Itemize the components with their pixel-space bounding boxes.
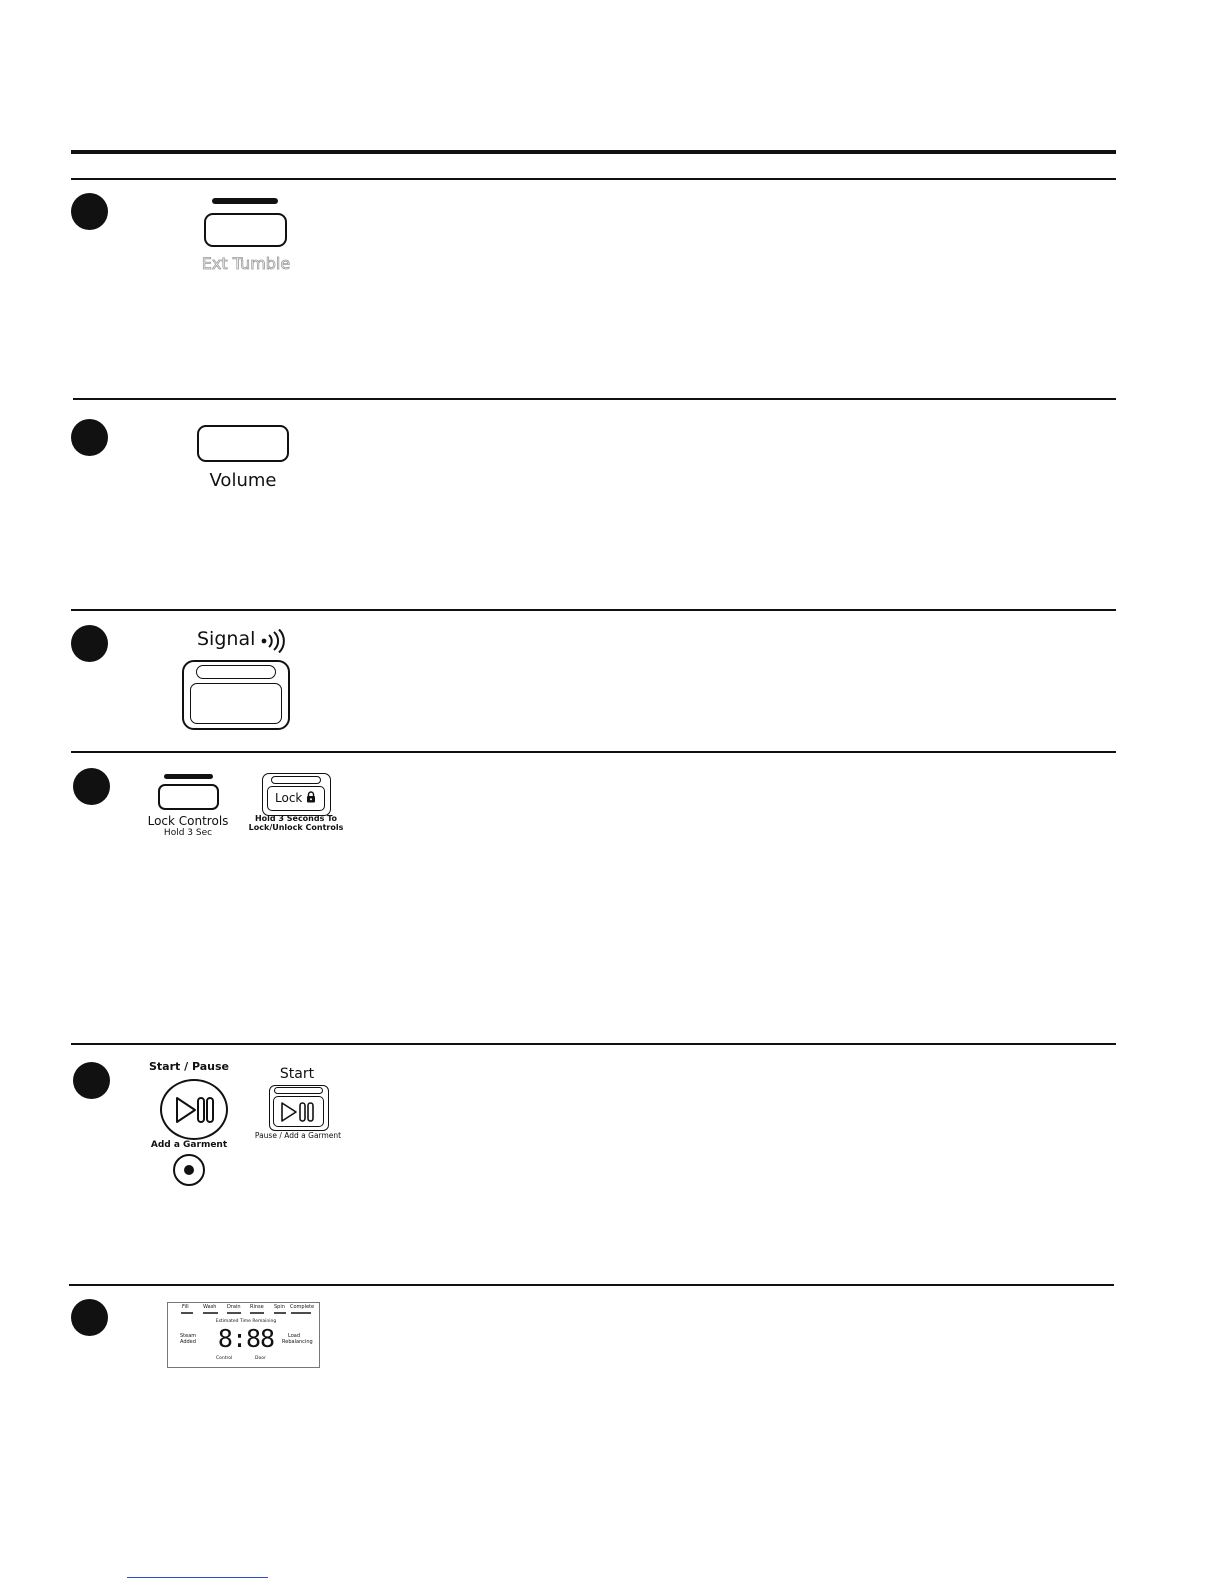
signal-indicator-slot — [196, 665, 276, 679]
volume-label: Volume — [209, 470, 277, 491]
section-marker-6 — [71, 1299, 108, 1336]
stage-rinse: Rinse — [250, 1304, 264, 1310]
hold-3-sec-label: Hold 3 Sec — [163, 828, 213, 838]
lock-controls-button[interactable] — [158, 784, 219, 810]
start-pause-button[interactable] — [160, 1079, 228, 1140]
ext-tumble-button[interactable] — [204, 213, 287, 247]
section-divider — [71, 751, 1116, 753]
signal-button-face — [190, 683, 282, 724]
hold-3-seconds-label: Hold 3 Seconds To — [254, 814, 338, 823]
lock-controls-label: Lock Controls — [147, 814, 229, 828]
load-rebalancing-label: Rebalancing — [282, 1339, 313, 1345]
door-lock-label: Door — [255, 1356, 266, 1361]
time-digits: 8:88 — [217, 1324, 275, 1353]
section-divider — [69, 1284, 1114, 1286]
lock-unlock-controls-label: Lock/Unlock Controls — [248, 823, 344, 832]
section-marker-2 — [71, 419, 108, 456]
status-display-panel — [167, 1302, 320, 1368]
start-button[interactable] — [269, 1085, 329, 1131]
play-pause-icon — [280, 1101, 318, 1123]
add-a-garment-label: Add a Garment — [150, 1140, 228, 1150]
start-indicator-slot — [274, 1087, 323, 1094]
section-marker-4 — [73, 768, 110, 805]
load-rebalancing-label: Load — [288, 1333, 300, 1339]
start-pause-label: Start / Pause — [149, 1060, 229, 1073]
signal-label: Signal — [197, 628, 256, 650]
header-thick-rule — [71, 150, 1116, 154]
stage-fill: Fill — [182, 1304, 189, 1310]
play-pause-icon — [174, 1096, 218, 1124]
stage-wash: Wash — [203, 1304, 217, 1310]
section-divider — [71, 1043, 1116, 1045]
indicator-bar — [164, 774, 213, 779]
section-divider — [73, 398, 1116, 400]
signal-waves-icon — [260, 629, 286, 653]
stage-drain: Drain — [227, 1304, 241, 1310]
start-label: Start — [279, 1066, 315, 1082]
signal-button[interactable] — [182, 660, 290, 730]
estimated-time-label: Estimated Time Remaining — [215, 1319, 277, 1324]
lock-button[interactable] — [262, 773, 331, 816]
ext-tumble-label: Ext Tumble — [201, 254, 291, 273]
stage-spin: Spin — [274, 1304, 285, 1310]
section-divider — [71, 178, 1116, 180]
add-garment-button[interactable] — [173, 1154, 205, 1186]
steam-added-label: Steam — [180, 1333, 197, 1339]
section-marker-1 — [71, 193, 108, 230]
lock-label: Lock — [275, 791, 303, 805]
indicator-bar — [212, 198, 278, 204]
lock-icon — [306, 791, 316, 803]
control-lock-label: Control — [216, 1356, 233, 1361]
section-marker-3 — [71, 625, 108, 662]
section-marker-5 — [73, 1062, 110, 1099]
lock-indicator-slot — [271, 776, 321, 784]
pause-add-garment-label: Pause / Add a Garment — [254, 1131, 342, 1140]
volume-button[interactable] — [197, 425, 289, 462]
stage-complete: Complete — [290, 1304, 315, 1310]
footer-link-underline[interactable] — [127, 1577, 268, 1578]
steam-added-label: Added — [180, 1339, 196, 1345]
add-garment-dot-icon — [184, 1165, 194, 1175]
section-divider — [71, 609, 1116, 611]
